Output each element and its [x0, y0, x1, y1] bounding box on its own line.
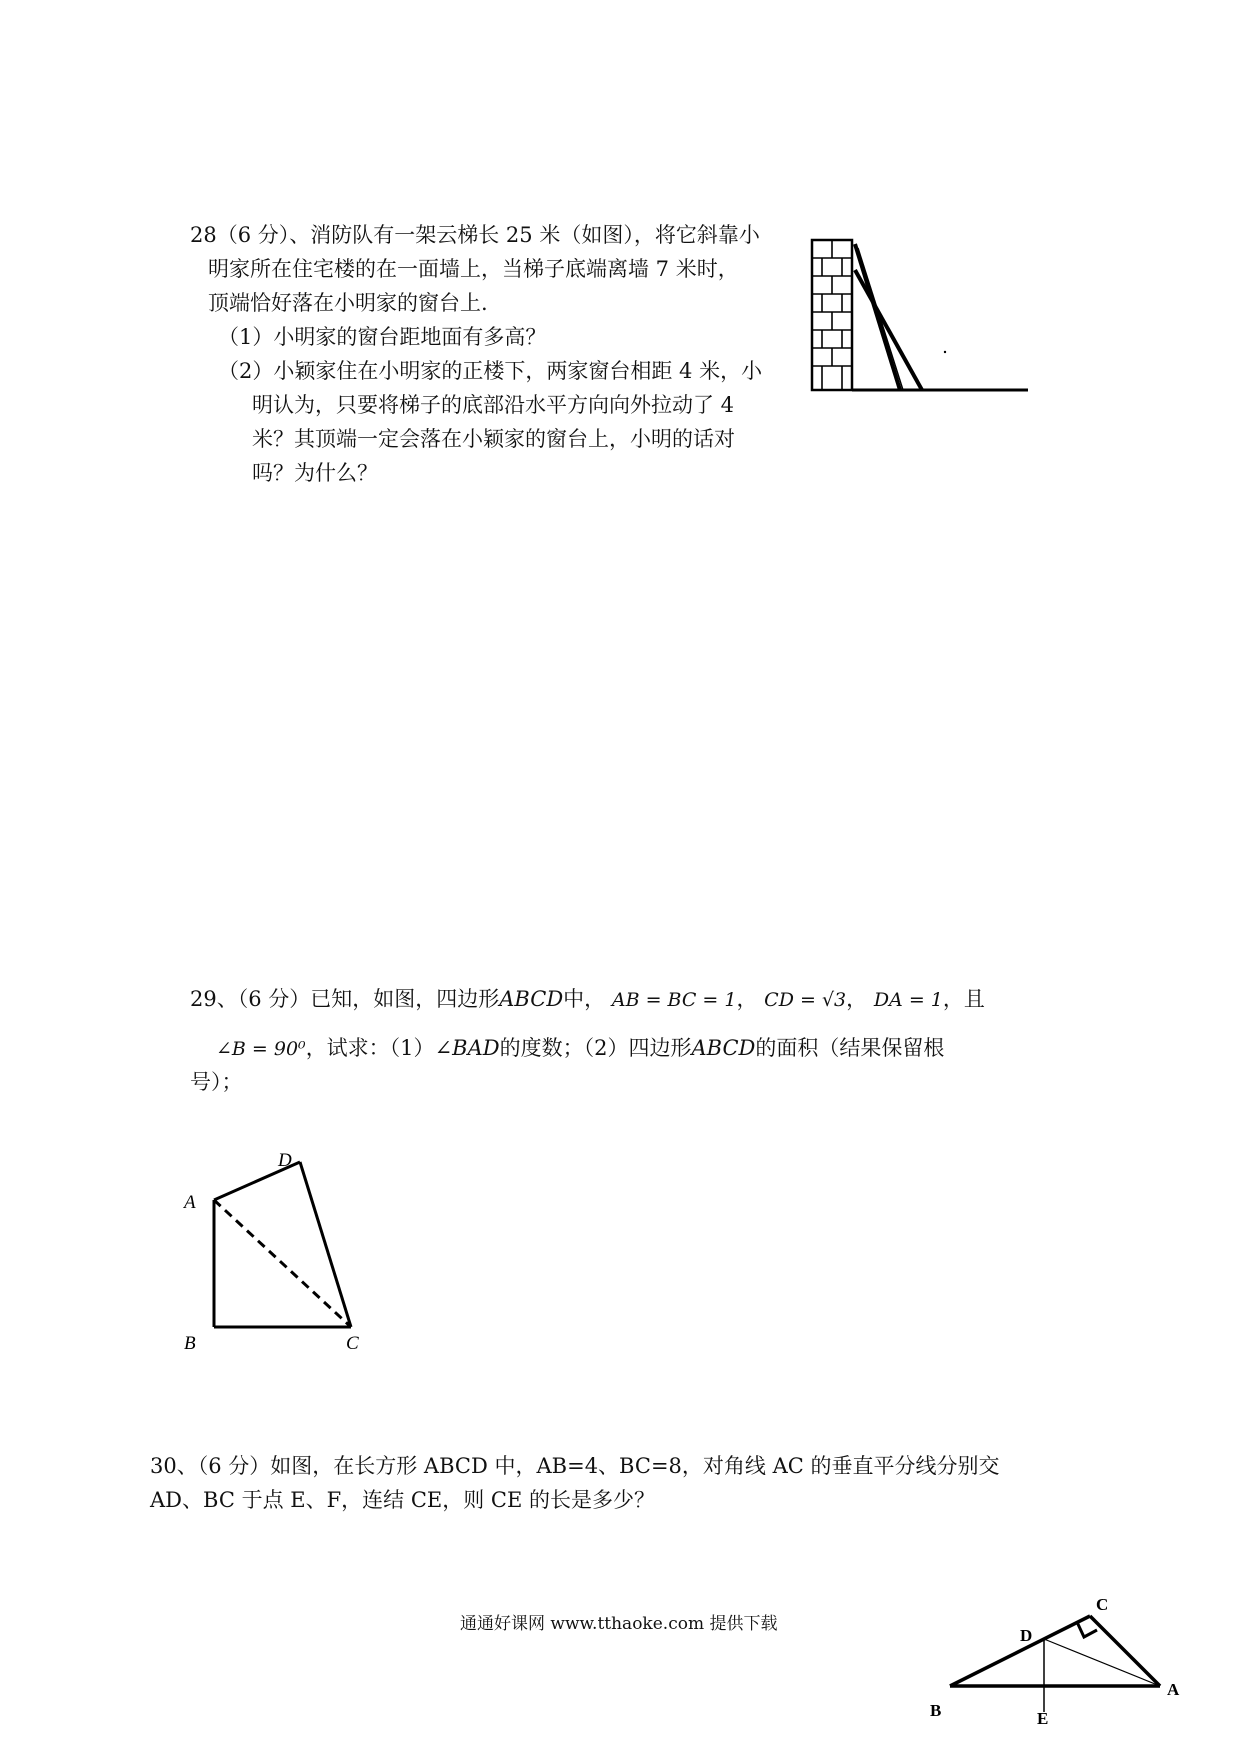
q28-sub-2-line-3: 米？其顶端一定会落在小颖家的窗台上，小明的话对	[252, 427, 735, 451]
q30-triangle-figure	[920, 1550, 1210, 1750]
q29-line-3: 号）；	[190, 1070, 243, 1094]
label-e: E	[1037, 1709, 1049, 1728]
q28-sub-1: （1）小明家的窗台距地面有多高？	[218, 325, 547, 349]
q28-ladder-figure	[800, 230, 1040, 400]
q29-line-1: 29、（6 分）已知，如图，四边形ABCD中， AB = BC = 1， CD = √3， DA = 1，且	[190, 987, 985, 1011]
footer-source: 通通好课网 www.tthaoke.com 提供下载	[460, 1614, 778, 1634]
q30-line-2: AD、BC 于点 E、F，连结 CE，则 CE 的长是多少？	[150, 1488, 655, 1512]
q30-line-1: 30、（6 分）如图，在长方形 ABCD 中，AB=4、BC=8，对角线 AC 的垂直平分线分别交	[150, 1454, 1000, 1478]
q29-line-2: ∠B = 90⁰，试求：（1）∠BAD的度数；（2）四边形ABCD的面积（结果保留根	[216, 1036, 945, 1060]
label-b: B	[930, 1701, 942, 1720]
ladder-2	[855, 270, 922, 390]
side-ca	[1090, 1616, 1160, 1686]
right-angle-mark	[1077, 1622, 1097, 1637]
label-d: D	[1020, 1626, 1033, 1645]
q28-sub-2-line-1: （2）小颖家住在小明家的正楼下，两家窗台相距 4 米，小	[218, 359, 763, 383]
q28-line-3: 顶端恰好落在小明家的窗台上.	[208, 291, 488, 315]
label-a: A	[1167, 1680, 1180, 1699]
label-a: A	[184, 1192, 196, 1213]
q28-sub-2-line-4: 吗？为什么？	[252, 461, 378, 485]
q29-quadrilateral-figure	[170, 1130, 390, 1355]
q28-line-1: 28（6 分）、消防队有一架云梯长 25 米（如图），将它斜靠小	[190, 223, 760, 247]
label-d: D	[278, 1150, 292, 1171]
wall-bricks	[812, 240, 852, 390]
label-c: C	[1096, 1595, 1109, 1614]
label-b: B	[184, 1333, 196, 1354]
label-c: C	[346, 1333, 359, 1354]
q28-sub-2-line-2: 明认为，只要将梯子的底部沿水平方向向外拉动了 4	[252, 393, 735, 417]
q28-line-2: 明家所在住宅楼的在一面墙上，当梯子底端离墙 7 米时，	[208, 257, 739, 281]
segment-da	[1044, 1639, 1160, 1686]
ladder-1	[855, 244, 900, 390]
